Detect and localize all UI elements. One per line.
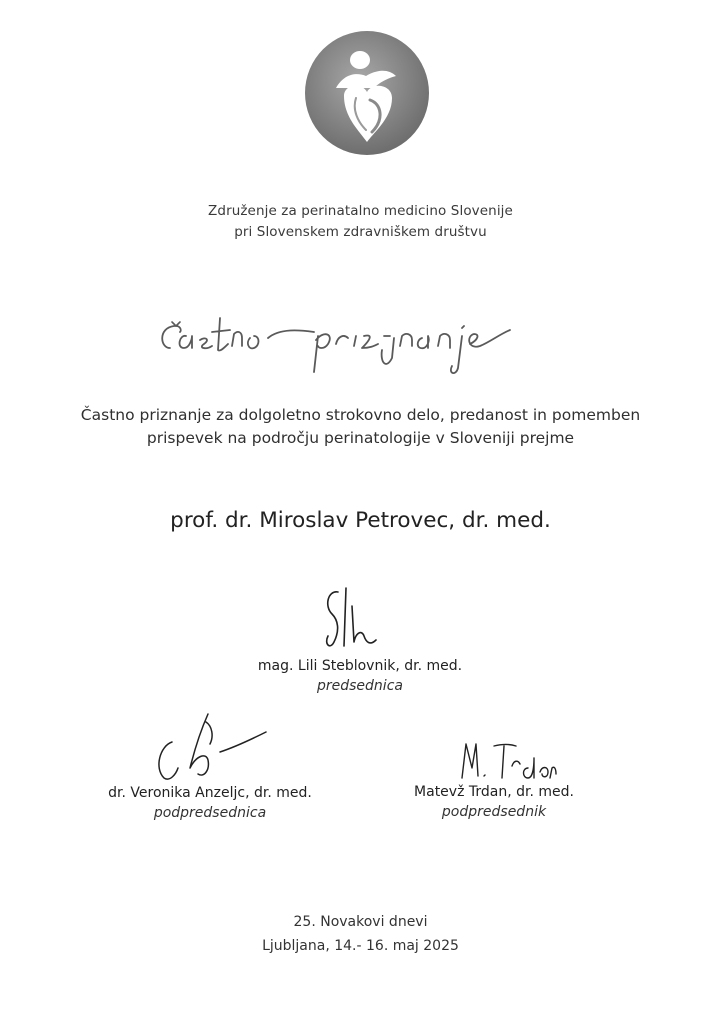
president-signature xyxy=(318,586,382,658)
recipient-name: prof. dr. Miroslav Petrovec, dr. med. xyxy=(170,508,551,533)
signatory-name: mag. Lili Steblovnik, dr. med. xyxy=(257,658,463,674)
signatory-role: podpredsednica xyxy=(153,805,267,821)
organization-affiliation: pri Slovenskem zdravniškem društvu xyxy=(234,224,487,240)
event-location-date: Ljubljana, 14.- 16. maj 2025 xyxy=(262,938,459,954)
signatory-role: podpredsednik xyxy=(441,804,547,820)
award-description-line-2: prispevek na področju perinatologije v Sloveniji prejme xyxy=(146,429,575,447)
award-description-line-1: Častno priznanje za dolgoletno strokovno delo, predanost in pomemben xyxy=(80,406,641,424)
signatory-president xyxy=(210,658,510,694)
signatory-role: predsednica xyxy=(317,678,403,694)
certificate-title-script xyxy=(150,288,570,378)
signatory-vice-president-right xyxy=(394,784,594,820)
signatory-name: dr. Veronika Anzeljc, dr. med. xyxy=(108,785,312,801)
event-name: 25. Novakovi dnevi xyxy=(293,914,428,930)
organization-name: Združenje za perinatalno medicino Slovenije xyxy=(208,203,513,219)
vice-president-right-signature xyxy=(458,738,558,782)
signatory-name: Matevž Trdan, dr. med. xyxy=(414,784,574,800)
organization-logo-icon xyxy=(304,30,430,156)
signatory-vice-president-left xyxy=(60,785,360,821)
vice-president-left-signature xyxy=(150,712,270,786)
